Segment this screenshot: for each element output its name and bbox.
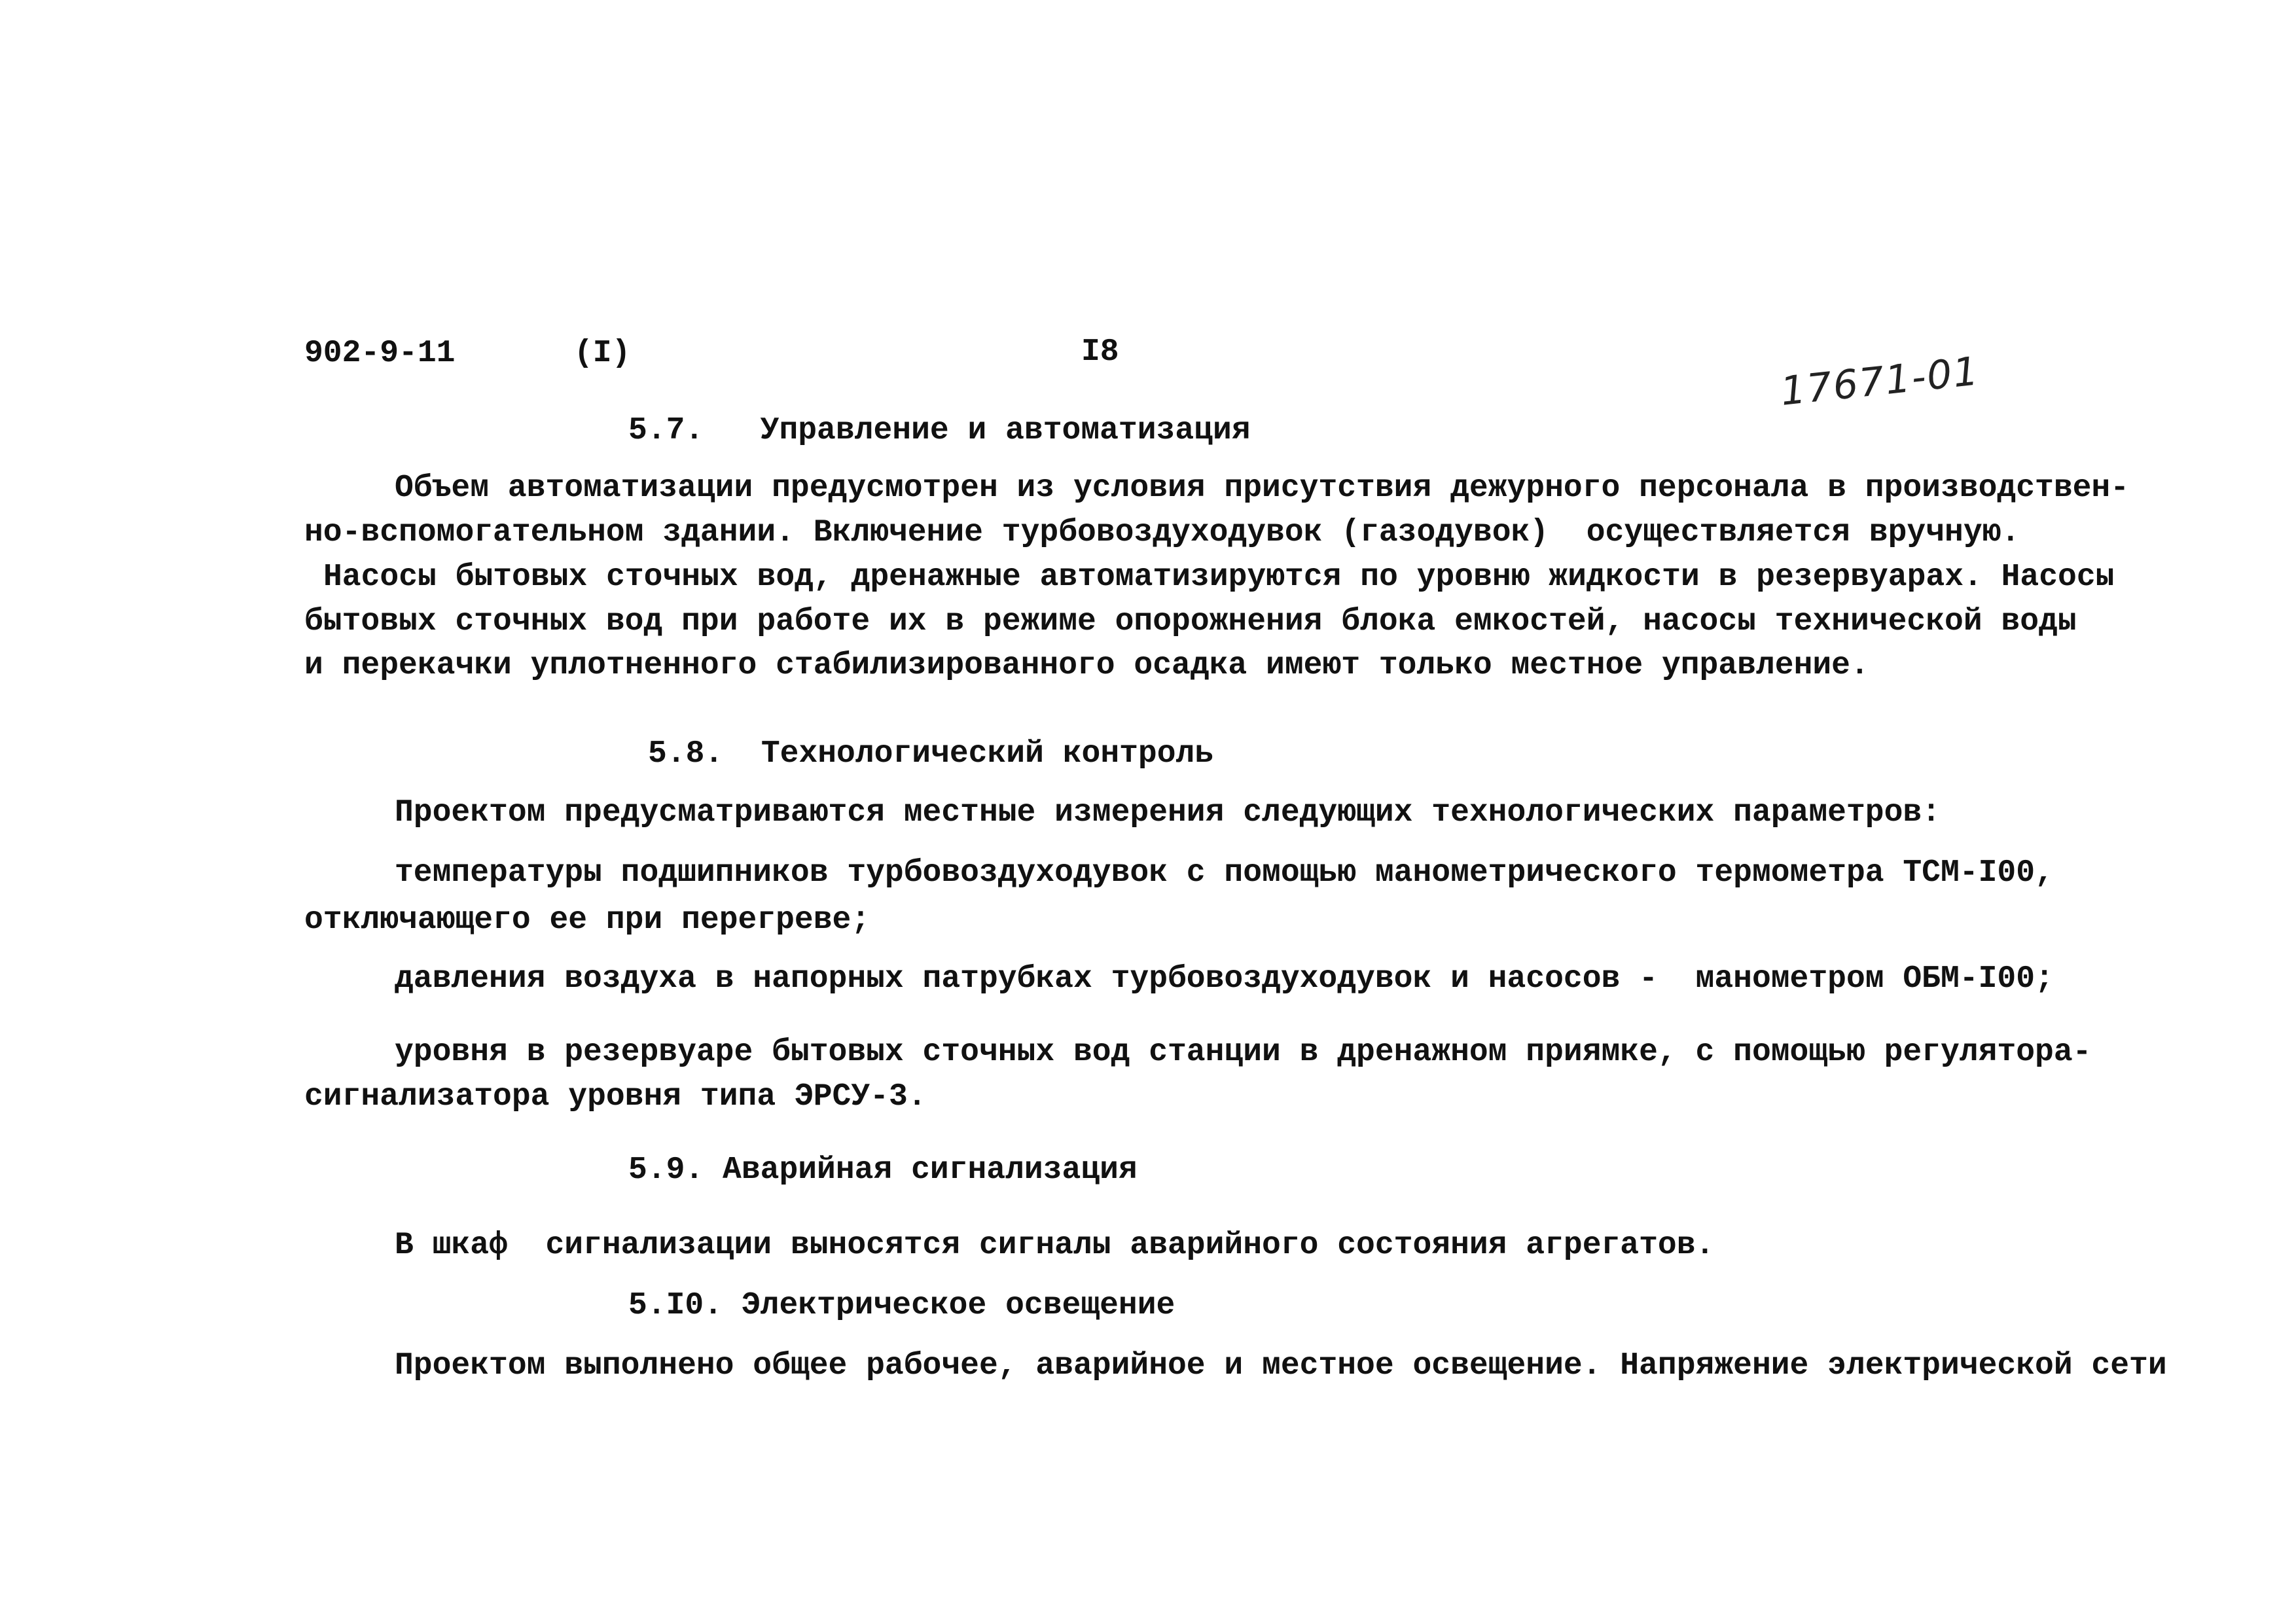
paragraph-line: Насосы бытовых сточных вод, дренажные автоматизируются по уровню жидкости в резервуарах. Насосы [323, 560, 2115, 595]
paragraph-line: Проектом выполнено общее рабочее, аварийное и местное освещение. Напряжение электрической сети [395, 1348, 2167, 1383]
paragraph-line: и перекачки уплотненного стабилизированного осадка имеют только местное управление. [304, 648, 1869, 683]
paragraph-line: бытовых сточных вод при работе их в режиме опорожнения блока емкостей, насосы технической воды [304, 604, 2077, 639]
paragraph-line: отключающего ее при перегреве; [304, 902, 870, 938]
section-title: 5.7. Управление и автоматизация [628, 413, 1251, 448]
section-title: 5.I0. Электрическое освещение [628, 1288, 1175, 1323]
part-number: (I) [574, 336, 631, 371]
handwritten-number: 17671-01 [1778, 348, 1982, 415]
paragraph-line: сигнализатора уровня типа ЭРСУ-3. [304, 1079, 927, 1115]
paragraph-line: Проектом предусматриваются местные измерения следующих технологических параметров: [395, 795, 1941, 830]
document-code: 902-9-11 [304, 336, 456, 371]
paragraph-line: но-вспомогательном здании. Включение турбовоздуходувок (газодувок) осуществляется вручную. [304, 515, 2020, 550]
paragraph-line: уровня в резервуаре бытовых сточных вод станции в дренажном приямке, с помощью регулятора- [395, 1035, 2092, 1070]
paragraph-line: В шкаф сигнализации выносятся сигналы аварийного состояния агрегатов. [395, 1228, 1715, 1263]
paragraph-line: температуры подшипников турбовоздуходувок с помощью манометрического термометра ТСМ-I00, [395, 855, 2054, 891]
section-title: 5.8. Технологический контроль [648, 736, 1214, 772]
paragraph-line: Объем автоматизации предусмотрен из условия присутствия дежурного персонала в производствен- [395, 471, 2130, 506]
section-title: 5.9. Аварийная сигнализация [628, 1152, 1138, 1188]
paragraph-line: давления воздуха в напорных патрубках турбовоздуходувок и насосов - манометром ОБМ-I00; [395, 961, 2054, 997]
page-number: I8 [1081, 334, 1119, 370]
